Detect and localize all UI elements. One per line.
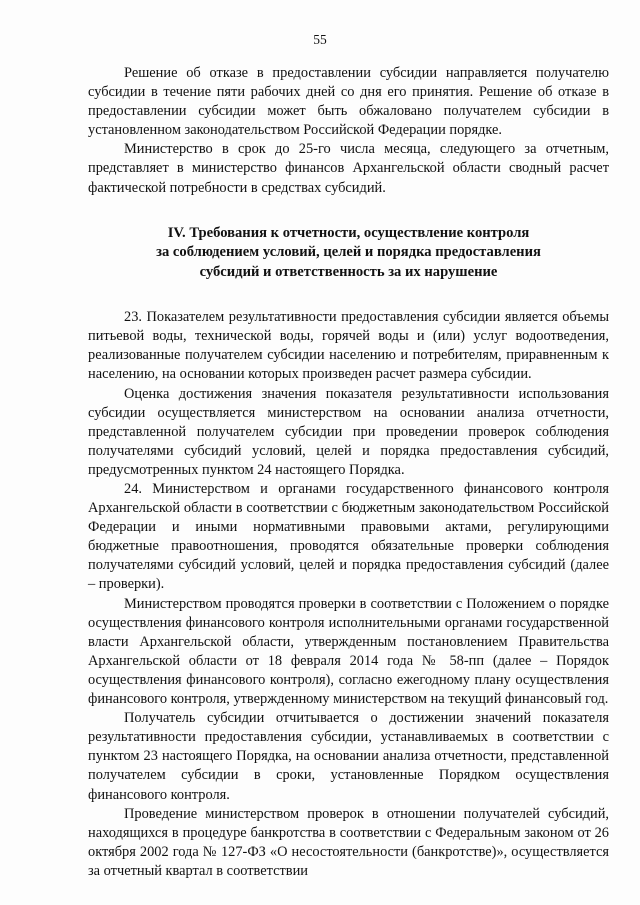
- paragraph-bankruptcy-inspections: Проведение министерством проверок в отношении получателей субсидий, находящихся в процедуре банкротства в соответствии с Федеральным законом от 26 октября 2002 года № 127-ФЗ «О несостоятельности (банкротстве)», осуществляется за отчетный квартал в соответствии: [88, 805, 609, 879]
- paragraph-effectiveness-assessment: Оценка достижения значения показателя результативности использования субсидии осуществляется министерством на основании анализа отчетности, представленной получателем субсидии при проведении проверок соблюдения получателями субсидий условий, целей и порядка предоставления субсидий, предусмотренных пунктом 24 настоящего Порядка.: [88, 385, 609, 478]
- section-heading-line-2: за соблюдением условий, целей и порядка предоставления: [156, 244, 541, 261]
- paragraph-recipient-reporting: Получатель субсидии отчитывается о достижении значений показателя результативности предоставления субсидии, устанавливаемых в соответствии с пунктом 23 настоящего Порядка, на основании анализа отчетности, представленной получателем субсидии в сроки, установленные Порядком осуществления финансового контроля.: [88, 710, 609, 803]
- section-heading-line-1: IV. Требования к отчетности, осуществление контроля: [167, 224, 530, 241]
- paragraph-clause-24: 24. Министерством и органами государственного финансового контроля Архангельской области в соответствии с бюджетным законодательством Российской Федерации и иными нормативными правовыми актами, регулирующими бюджетные правоотношения, проводятся обязательные проверки соблюдения получателями субсидий условий, целей и порядка предоставления субсидий (далее – проверки).: [88, 481, 609, 593]
- paragraph-inspection-procedure: Министерством проводятся проверки в соответствии с Положением о порядке осуществления финансового контроля исполнительными органами государственной власти Архангельской области, утвержденным постановлением Правительства Архангельской области от 18 февраля 2014 года № 58-пп (далее – Порядок осуществления финансового контроля), согласно ежегодному плану осуществления финансового контроля, утвержденному министерством на текущий финансовый год.: [88, 595, 609, 708]
- paragraph-refusal-notice: Решение об отказе в предоставлении субсидии направляется получателю субсидии в течение пяти рабочих дней со дня его принятия. Решение об отказе в предоставлении субсидии может быть обжаловано получателем субсидии в установленном законодательством Российской Федерации порядке.: [88, 65, 609, 139]
- section-heading-line-3: субсидий и ответственность за их нарушение: [199, 263, 498, 280]
- section-heading: [88, 224, 609, 283]
- paragraph-ministry-calculation: Министерство в срок до 25-го числа месяца, следующего за отчетным, представляет в министерство финансов Архангельской области сводный расчет фактической потребности в средствах субсидий.: [88, 141, 609, 196]
- paragraph-clause-23: 23. Показателем результативности предоставления субсидии является объемы питьевой воды, технической воды, горячей воды и (или) услуг водоотведения, реализованные получателем субсидии населению и потребителям, приравненным к населению, на основании которых произведен расчет размера субсидии.: [88, 309, 609, 383]
- page-number: 55: [313, 32, 327, 47]
- document-body: [88, 64, 609, 881]
